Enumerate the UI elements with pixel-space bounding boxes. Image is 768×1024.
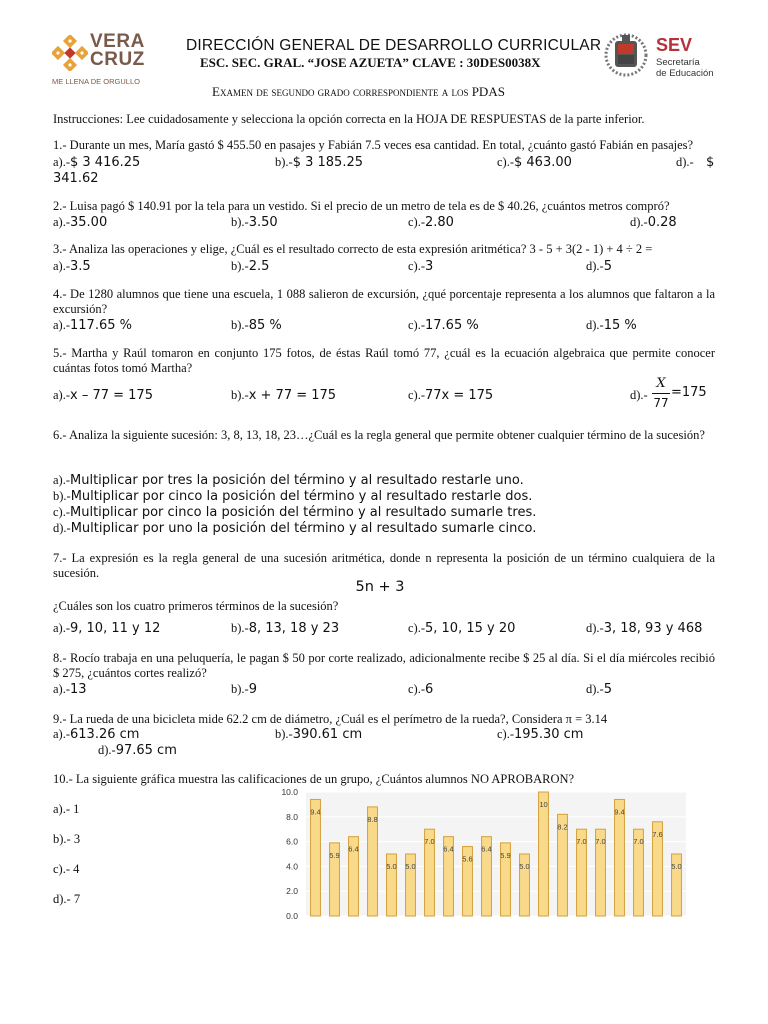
q6-option-d[interactable]: d).-Multiplicar por uno la posición del término y al resultado sumarle cinco. [53,521,537,536]
q7-option-a[interactable]: a).-9, 10, 11 y 12 [53,621,161,636]
q5-option-c[interactable]: c).-77x = 175 [408,388,494,403]
q1-option-b[interactable]: b).-$ 3 185.25 [275,155,363,170]
question-6: 6.- Analiza la siguiente sucesión: 3, 8, 13, 18, 23…¿Cuál es la regla general que permite obtener cualquier término de la sucesión? [53,428,705,442]
bar-data-label: 5.0 [671,862,682,871]
q2-option-c[interactable]: c).-2.80 [408,215,454,230]
question-8: 8.- Rocío trabaja en una peluquería, le pagan $ 50 por corte realizado, adicionalmente recibe $ 25 al día. Si el día miércoles recibió $ 275, ¿cuántos cortes realizó? [53,651,715,680]
q6-option-b[interactable]: b).-Multiplicar por cinco la posición del término y al resultado restarle dos. [53,489,533,504]
q7-option-b[interactable]: b).-8, 13, 18 y 23 [231,621,340,636]
q8-option-a[interactable]: a).-13 [53,682,87,697]
chart-bar [615,799,625,916]
bar-data-label: 7.0 [595,837,606,847]
question-4: 4.- De 1280 alumnos que tiene una escuela, 1 088 salieron de excursión, ¿qué porcentaje representa a los alumnos que faltaron a la excursión? [53,287,715,316]
q8-option-d[interactable]: d).-5 [586,682,612,697]
q4-option-d[interactable]: d).-15 % [586,318,637,333]
bar-data-label: 6.4 [443,844,454,854]
q10-option-c[interactable]: c).- 4 [53,862,80,876]
question-5: 5.- Martha y Raúl tomaron en conjunto 175 fotos, de éstas Raúl tomó 77, ¿cuál es la ecuación algebraica que permite conocer cuántas fotos tomó Martha? [53,346,715,375]
question-1: 1.- Durante un mes, María gastó $ 455.50 en pasajes y Fabián 7.5 veces esa cantidad. En total, ¿cuánto gastó Fabián en pasajes? [53,138,694,152]
q4-option-b[interactable]: b).-85 % [231,318,282,333]
bar-data-label: 5.0 [405,862,416,871]
question-7: 7.- La expresión es la regla general de una sucesión aritmética, donde n representa la posición de un término cualquiera de la sucesión. [53,551,715,580]
sev-logo [604,29,724,81]
q3-option-a[interactable]: a).-3.5 [53,259,91,274]
q3-option-d[interactable]: d).-5 [586,259,612,274]
sev-text: SEV [656,35,693,55]
y-tick-label: 8.0 [286,811,298,822]
q7-option-c[interactable]: c).-5, 10, 15 y 20 [408,621,516,636]
q7-subquestion: ¿Cuáles son los cuatro primeros términos de la sucesión? [53,599,339,613]
bar-data-label: 7.0 [633,837,644,847]
exam-title: Examen de segundo grado correspondiente a los PDAS [212,84,505,99]
q5-fraction-bar [652,393,670,394]
q9-option-b[interactable]: b).-390.61 cm [275,727,363,742]
question-3: 3.- Analiza las operaciones y elige, ¿Cuál es el resultado correcto de esta expresión aritmética? 3 - 5 + 3(2 - 1) + 4 ÷ 2 = [53,242,653,256]
bar-data-label: 5.0 [519,862,530,871]
q7-option-d[interactable]: d).-3, 18, 93 y 468 [586,621,703,636]
bar-data-label: 7.0 [576,837,587,847]
question-9: 9.- La rueda de una bicicleta mide 62.2 cm de diámetro, ¿Cuál es el perímetro de la rueda?, Considera π = 3.14 [53,712,608,726]
bar-data-label: 7.6 [652,829,663,839]
bar-data-label: 9.4 [614,807,625,817]
q9-option-a[interactable]: a).-613.26 cm [53,727,140,742]
q9-option-d[interactable]: d).-97.65 cm [98,743,177,758]
sev-sub2: de Educación [656,68,714,79]
q8-option-c[interactable]: c).-6 [408,682,434,697]
q1-option-c[interactable]: c).-$ 463.00 [497,155,572,170]
bar-data-label: 8.8 [367,814,378,824]
chart-bar [539,792,549,916]
q5-option-d[interactable]: d).- [630,388,648,402]
q4-option-c[interactable]: c).-17.65 % [408,318,479,333]
y-tick-label: 2.0 [286,886,298,897]
q5-fraction-denominator: 77 [653,396,669,410]
q4-option-a[interactable]: a).-117.65 % [53,318,132,333]
q3-option-b[interactable]: b).-2.5 [231,259,270,274]
school-name: ESC. SEC. GRAL. “JOSE AZUETA” CLAVE : 30DES0038X [200,55,541,70]
q1-option-d-value-wrap: 341.62 [53,171,99,186]
q6-option-a[interactable]: a).-Multiplicar por tres la posición del término y al resultado restarle uno. [53,473,524,488]
bar-data-label: 6.4 [481,844,492,854]
q3-option-c[interactable]: c).-3 [408,259,434,274]
q6-option-c[interactable]: c).-Multiplicar por cinco la posición del término y al resultado sumarle tres. [53,505,537,520]
q10-option-b[interactable]: b).- 3 [53,832,81,846]
logo-tagline: ME LLENA DE ORGULLO [52,77,140,86]
y-tick-label: 6.0 [286,836,298,847]
q2-option-d[interactable]: d).-0.28 [630,215,677,230]
q8-option-b[interactable]: b).-9 [231,682,257,697]
y-tick-label: 10.0 [281,787,298,797]
q1-option-d-value: $ [706,155,715,170]
bar-data-label: 5.0 [386,862,397,871]
bar-data-label: 8.2 [557,822,568,832]
bar-data-label: 10 [539,800,548,809]
bar-data-label: 5.9 [500,850,511,860]
q2-option-a[interactable]: a).-35.00 [53,215,108,230]
instructions: Instrucciones: Lee cuidadosamente y selecciona la opción correcta en la HOJA DE RESPUESTAS de la parte inferior. [53,112,645,126]
logo-text-vera: VERA [90,31,145,52]
q1-option-d[interactable]: d).- [676,155,694,169]
q1-option-a[interactable]: a).-$ 3 416.25 [53,155,141,170]
grades-bar-chart [270,784,692,924]
header-title: DIRECCIÓN GENERAL DE DESARROLLO CURRICULAR [186,37,602,54]
chart-bar [311,799,321,916]
bar-data-label: 5.9 [329,850,340,860]
y-tick-label: 0.0 [286,911,298,921]
question-2: 2.- Luisa pagó $ 140.91 por la tela para un vestido. Si el precio de un metro de tela es de $ 40.26, ¿cuántos metros compró? [53,199,670,213]
q7-expression: 5n + 3 [355,579,405,595]
veracruz-emblem-icon [52,35,88,71]
bar-data-label: 5.6 [462,854,473,864]
bar-data-label: 7.0 [424,837,435,847]
question-10: 10.- La siguiente gráfica muestra las calificaciones de un grupo, ¿Cuántos alumnos NO APROBARON? [53,772,575,786]
q10-option-a[interactable]: a).- 1 [53,802,80,816]
q5-fraction-rhs: =175 [671,385,707,400]
q5-option-b[interactable]: b).-x + 77 = 175 [231,388,337,403]
bar-data-label: 6.4 [348,844,359,854]
q5-option-a[interactable]: a).-x – 77 = 175 [53,388,153,403]
coat-of-arms-icon [604,29,648,79]
q2-option-b[interactable]: b).-3.50 [231,215,278,230]
logo-text-cruz: CRUZ [90,49,145,70]
sev-sub1: Secretaría [656,57,700,68]
q10-option-d[interactable]: d).- 7 [53,892,81,906]
bar-data-label: 9.4 [310,807,321,817]
q9-option-c[interactable]: c).-195.30 cm [497,727,584,742]
q5-fraction-numerator: X [656,376,666,391]
chart-plot-area [306,792,686,916]
veracruz-logo [52,33,152,89]
y-tick-label: 4.0 [286,861,298,872]
